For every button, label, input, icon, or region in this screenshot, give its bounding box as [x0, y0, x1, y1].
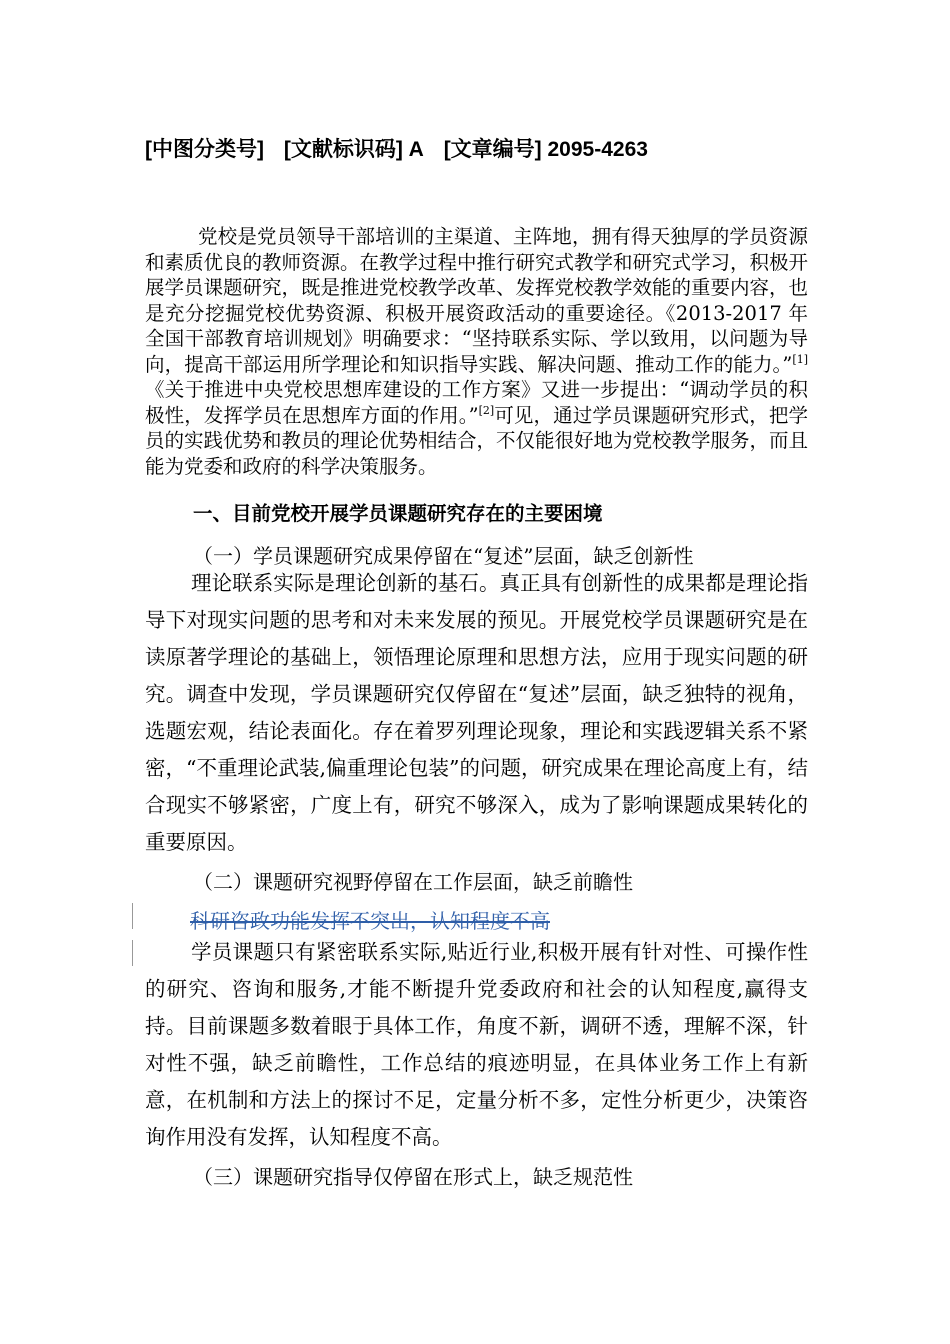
clc-number: [中图分类号]	[145, 138, 264, 161]
deleted-tracked-heading: 科研咨政功能发挥不突出，认知程度不高	[190, 909, 550, 933]
intro-text-part1: 党校是党员领导干部培训的主渠道、主阵地，拥有得天独厚的学员资源和素质优良的教师资源。在教学过程中推行研究式教学和研究式学习，积极开展学员课题研究，既是推进党校教学改革、发挥党校教学效能的重要内容，也是充分挖掘党校优势资源、积极开展资政活动的重要途径。《2013-2017 年全国干部教育培训规划》明确要求：“坚持联系实际、学以致用，以问题为导向，提高干部运用所学理论和知识指导实践、解决问题、推动工作的能力。”	[145, 225, 809, 376]
citation-2: [2]	[478, 403, 495, 417]
subsection-heading-1: （一）学员课题研究成果停留在“复述”层面，缺乏创新性	[193, 544, 694, 568]
article-metadata-line	[145, 133, 845, 163]
subsection-heading-3: （三）课题研究指导仅停留在形式上，缺乏规范性	[193, 1165, 633, 1189]
revision-bar	[132, 903, 133, 929]
subsection-2-body: 学员课题只有紧密联系实际,贴近行业,积极开展有针对性、可操作性的研究、咨询和服务,才能不断提升党委政府和社会的认知程度,赢得支持。目前课题多数着眼于具体工作，角度不新，调研不透，理解不深，针对性不强，缺乏前瞻性，工作总结的痕迹明显，在具体业务工作上有新意，在机制和方法上的探讨不足，定量分析不多，定性分析更少，决策咨询作用没有发挥，认知程度不高。	[145, 940, 808, 1149]
intro-text-part2: 《关于推进中央党校思想库建设的工作方案》又进一步提出：“调动学员的积极性，发挥学员在思想库方面的作用。”	[145, 378, 808, 427]
document-code: [文献标识码] A	[283, 138, 424, 161]
revision-bar	[132, 940, 133, 966]
citation-1: [1]	[792, 352, 808, 366]
section-heading-1: 一、目前党校开展学员课题研究存在的主要困境	[193, 502, 603, 525]
article-number: [文章编号] 2095-4263	[443, 138, 648, 161]
subsection-1-body: 理论联系实际是理论创新的基石。真正具有创新性的成果都是理论指导下对现实问题的思考和对未来发展的预见。开展党校学员课题研究是在读原著学理论的基础上，领悟理论原理和思想方法，应用于现实问题的研究。调查中发现，学员课题研究仅停留在“复述”层面，缺乏独特的视角，选题宏观，结论表面化。存在着罗列理论现象，理论和实践逻辑关系不紧密，“不重理论武装,偏重理论包装”的问题，研究成果在理论高度上有，结合现实不够紧密，广度上有，研究不够深入，成为了影响课题成果转化的重要原因。	[145, 571, 808, 854]
introduction-paragraph	[145, 224, 808, 479]
intro-text-part3: 可见，通过学员课题研究形式，把学员的实践优势和教员的理论优势相结合，不仅能很好地为党校教学服务，而且能为党委和政府的科学决策服务。	[145, 403, 809, 478]
subsection-heading-2: （二）课题研究视野停留在工作层面，缺乏前瞻性	[193, 870, 633, 894]
